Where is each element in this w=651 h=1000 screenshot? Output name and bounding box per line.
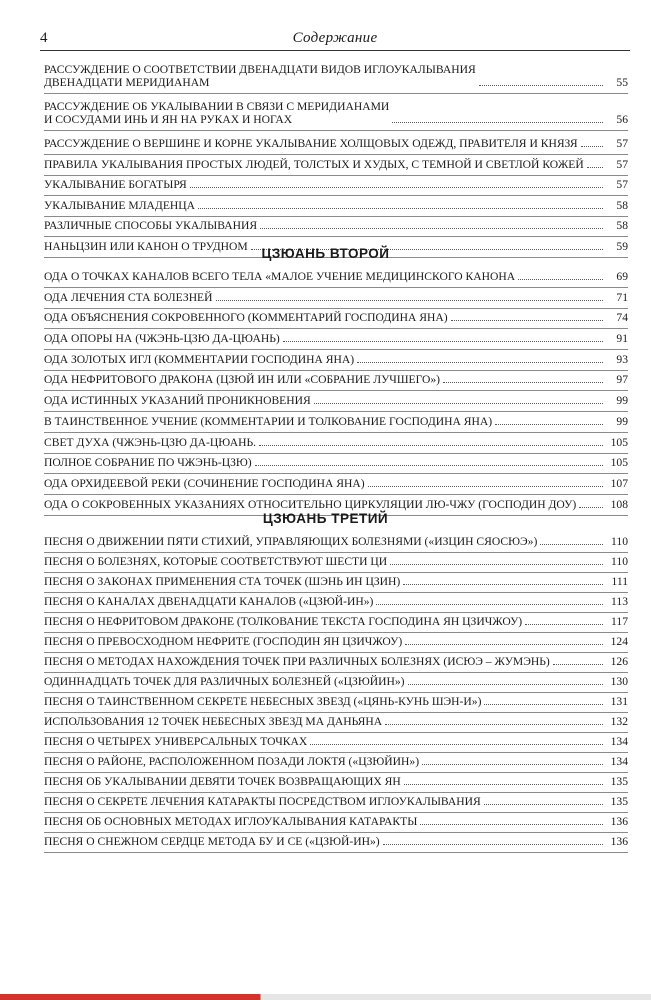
toc-entry-title-line: СВЕТ ДУХА (ЧЖЭНЬ-ЦЗЮ ДА-ЦЮАНЬ. bbox=[44, 435, 257, 449]
toc-entry[interactable] bbox=[44, 595, 628, 613]
toc-entry-title bbox=[44, 394, 311, 407]
toc-page-number: 71 bbox=[616, 290, 628, 304]
dot-leader bbox=[190, 187, 603, 188]
toc-entry-title bbox=[44, 199, 195, 212]
toc-entry-title-line: ПЕСНЯ О ПРЕВОСХОДНОМ НЕФРИТЕ (ГОСПОДИН ЯН ЦЗИЧЖОУ) bbox=[44, 635, 403, 648]
toc-entry-title bbox=[44, 575, 400, 588]
toc-page-number: 91 bbox=[616, 332, 628, 346]
toc-entry-title bbox=[44, 735, 307, 748]
toc-entry-title-line: ПЕСНЯ О ЧЕТЫРЕХ УНИВЕРСАЛЬНЫХ ТОЧКАХ bbox=[44, 735, 308, 748]
toc-entry-title-line: ОДА ОПОРЫ НА (ЧЖЭНЬ-ЦЗЮ ДА-ЦЮАНЬ) bbox=[44, 332, 280, 346]
toc-page-number: 117 bbox=[611, 615, 628, 628]
toc-page-number: 113 bbox=[611, 595, 628, 608]
toc-page-number: 57 bbox=[616, 178, 628, 191]
entry-underline bbox=[44, 390, 628, 391]
dot-leader bbox=[383, 844, 603, 845]
toc-entry-title-line: РАССУЖДЕНИЕ О СООТВЕТСТВИИ ДВЕНАДЦАТИ ВИДОВ ИГЛОУКАЛЫВАНИЯ bbox=[44, 63, 476, 76]
toc-page-number: 131 bbox=[610, 695, 628, 708]
toc-entry[interactable] bbox=[44, 137, 628, 155]
toc-entry[interactable] bbox=[44, 311, 628, 329]
dot-leader bbox=[479, 85, 603, 86]
toc-page-number: 107 bbox=[610, 476, 628, 490]
toc-entry-title bbox=[44, 535, 537, 548]
toc-page-number: 110 bbox=[611, 555, 628, 568]
toc-entry-title-line: ИСПОЛЬЗОВАНИЯ 12 ТОЧЕК НЕБЕСНЫХ ЗВЕЗД МА ДАНЬЯНА bbox=[44, 715, 383, 728]
toc-entry-title-line: ПЕСНЯ ОБ ОСНОВНЫХ МЕТОДАХ ИГЛОУКАЛЫВАНИЯ КАТАРАКТЫ bbox=[44, 815, 418, 828]
dot-leader bbox=[385, 724, 603, 725]
toc-section bbox=[44, 535, 628, 853]
dot-leader bbox=[408, 684, 603, 685]
toc-entry-title-line: РАССУЖДЕНИЕ ОБ УКАЛЫВАНИИ В СВЯЗИ С МЕРИДИАНАМИ bbox=[44, 100, 390, 113]
entry-underline bbox=[44, 473, 628, 474]
dot-leader bbox=[443, 382, 603, 383]
toc-page-number: 57 bbox=[616, 137, 628, 150]
toc-page-number: 136 bbox=[610, 835, 628, 848]
toc-entry-title-line: ПЕСНЯ ОБ УКАЛЫВАНИИ ДЕВЯТИ ТОЧЕК ВОЗВРАЩАЮЩИХ ЯН bbox=[44, 775, 401, 788]
toc-entry-title-line: НАНЬЦЗИН ИЛИ КАНОН О ТРУДНОМ bbox=[44, 239, 248, 253]
dot-leader bbox=[553, 664, 603, 665]
toc-entry[interactable] bbox=[44, 615, 628, 633]
toc-page-number: 59 bbox=[616, 239, 628, 253]
dot-leader bbox=[495, 424, 603, 425]
dot-leader bbox=[451, 320, 603, 321]
toc-entry-title-line: ОДА НЕФРИТОВОГО ДРАКОНА (ЦЗЮЙ ИН ИЛИ «СОБРАНИЕ ЛУЧШЕГО») bbox=[44, 373, 441, 387]
toc-entry-title bbox=[44, 332, 280, 345]
dot-leader bbox=[368, 486, 603, 487]
toc-entry[interactable] bbox=[44, 436, 628, 454]
dot-leader bbox=[405, 644, 603, 645]
toc-entry-title-line: ПРАВИЛА УКАЛЫВАНИЯ ПРОСТЫХ ЛЮДЕЙ, ТОЛСТЫХ И ХУДЫХ, С ТЕМНОЙ И СВЕТЛОЙ КОЖЕЙ bbox=[44, 157, 584, 171]
dot-leader bbox=[216, 300, 603, 301]
toc-page-number: 97 bbox=[616, 373, 628, 387]
dot-leader bbox=[581, 146, 603, 147]
toc-entry-title bbox=[44, 477, 365, 490]
toc-entry-title-line: ПЕСНЯ О СНЕЖНОМ СЕРДЦЕ МЕТОДА БУ И СЕ («ЦЗЮЙ-ИН») bbox=[44, 835, 380, 848]
toc-entry-title bbox=[44, 291, 213, 304]
toc-entry-title bbox=[44, 270, 515, 283]
toc-entry[interactable] bbox=[44, 394, 628, 412]
toc-entry-title bbox=[44, 63, 476, 89]
toc-page-number: 135 bbox=[610, 795, 628, 808]
entry-underline bbox=[44, 216, 628, 217]
toc-entry-title-line: ОДА ОБЪЯСНЕНИЯ СОКРОВЕННОГО (КОММЕНТАРИЙ ГОСПОДИНА ЯНА) bbox=[44, 311, 448, 325]
toc-page-number: 126 bbox=[610, 655, 628, 668]
toc-entry-title bbox=[44, 353, 354, 366]
toc-entry-title-line: ПЕСНЯ О ЗАКОНАХ ПРИМЕНЕНИЯ СТА ТОЧЕК (ШЭНЬ ИН ЦЗИН) bbox=[44, 575, 401, 588]
entry-underline bbox=[44, 453, 628, 454]
toc-page-number: 124 bbox=[610, 635, 628, 648]
entry-underline bbox=[44, 792, 628, 793]
entry-underline bbox=[44, 712, 628, 713]
dot-leader bbox=[420, 824, 603, 825]
entry-underline bbox=[44, 552, 628, 553]
toc-entry[interactable] bbox=[44, 100, 628, 131]
toc-entry-title-line: ПОЛНОЕ СОБРАНИЕ ПО ЧЖЭНЬ-ЦЗЮ) bbox=[44, 456, 252, 470]
toc-entry-title bbox=[44, 456, 252, 469]
entry-underline bbox=[44, 832, 628, 833]
toc-entry[interactable] bbox=[44, 555, 628, 573]
toc-entry-title bbox=[44, 655, 550, 668]
toc-page-number: 99 bbox=[616, 414, 628, 428]
toc-entry-title-line: УКАЛЫВАНИЕ БОГАТЫРЯ bbox=[44, 178, 187, 191]
toc-entry-title-line: РАССУЖДЕНИЕ О ВЕРШИНЕ И КОРНЕ УКАЛЫВАНИЕ ХОЛЩОВЫХ ОДЕЖД, ПРАВИТЕЛЯ И КНЯЗЯ bbox=[44, 137, 578, 150]
entry-underline bbox=[44, 236, 628, 237]
toc-entry-title bbox=[44, 595, 373, 608]
toc-entry[interactable] bbox=[44, 332, 628, 350]
toc-entry-title bbox=[44, 100, 389, 126]
toc-entry-title-line: ОДА О СОКРОВЕННЫХ УКАЗАНИЯХ ОТНОСИТЕЛЬНО ЦИРКУЛЯЦИИ ЛЮ-ЧЖУ (ГОСПОДИН ДОУ) bbox=[44, 497, 577, 511]
toc-entry[interactable] bbox=[44, 835, 628, 853]
toc-entry-title bbox=[44, 615, 522, 628]
entry-underline bbox=[44, 592, 628, 593]
entry-underline bbox=[44, 852, 628, 853]
toc-entry[interactable] bbox=[44, 353, 628, 371]
toc-page-number: 134 bbox=[610, 755, 628, 768]
toc-page-number: 57 bbox=[616, 157, 628, 171]
dot-leader bbox=[422, 764, 603, 765]
toc-page-number: 130 bbox=[610, 675, 628, 688]
toc-entry-title bbox=[44, 311, 448, 324]
toc-entry[interactable] bbox=[44, 373, 628, 391]
entry-underline bbox=[44, 812, 628, 813]
page-number: 4 bbox=[40, 30, 48, 46]
toc-entry-title bbox=[44, 178, 187, 191]
toc-section bbox=[44, 270, 628, 516]
toc-entry-title-line: РАЗЛИЧНЫЕ СПОСОБЫ УКАЛЫВАНИЯ bbox=[44, 219, 258, 232]
toc-entry[interactable] bbox=[44, 575, 628, 593]
entry-underline bbox=[44, 370, 628, 371]
toc-section bbox=[44, 63, 628, 258]
entry-underline bbox=[44, 175, 628, 176]
dot-leader bbox=[314, 403, 603, 404]
section-heading: ЦЗЮАНЬ ВТОРОЙ bbox=[261, 246, 390, 261]
dot-leader bbox=[255, 465, 603, 466]
toc-page-number: 135 bbox=[610, 775, 628, 788]
toc-page-number: 56 bbox=[616, 113, 628, 126]
dot-leader bbox=[283, 341, 603, 342]
toc-page-number: 111 bbox=[611, 575, 628, 588]
dot-leader bbox=[310, 744, 603, 745]
toc-entry[interactable] bbox=[44, 635, 628, 653]
toc-entry-title bbox=[44, 219, 257, 232]
toc-entry-title bbox=[44, 695, 481, 708]
toc-entry[interactable] bbox=[44, 795, 628, 813]
entry-underline bbox=[44, 612, 628, 613]
toc-entry-title-line: ОДА ЛЕЧЕНИЯ СТА БОЛЕЗНЕЙ bbox=[44, 290, 213, 304]
toc-entry-title bbox=[44, 373, 440, 386]
dot-leader bbox=[403, 584, 603, 585]
dot-leader bbox=[260, 228, 603, 229]
entry-underline bbox=[44, 494, 628, 495]
entry-underline bbox=[44, 154, 628, 155]
toc-entry-title-line: ОДА ЗОЛОТЫХ ИГЛ (КОММЕНТАРИИ ГОСПОДИНА ЯНА) bbox=[44, 352, 355, 366]
entry-underline bbox=[44, 772, 628, 773]
toc-entry-title bbox=[44, 795, 481, 808]
toc-page-number: 136 bbox=[610, 815, 628, 828]
page-header bbox=[40, 28, 630, 51]
toc-entry-title-line: В ТАИНСТВЕННОЕ УЧЕНИЕ (КОММЕНТАРИИ И ТОЛКОВАНИЕ ГОСПОДИНА ЯНА) bbox=[44, 414, 493, 428]
entry-underline bbox=[44, 308, 628, 309]
entry-underline bbox=[44, 572, 628, 573]
toc-page-number: 110 bbox=[611, 535, 628, 548]
entry-underline bbox=[44, 732, 628, 733]
toc-page-number: 58 bbox=[616, 219, 628, 232]
dot-leader bbox=[587, 167, 603, 168]
dot-leader bbox=[540, 544, 603, 545]
toc-entry-title bbox=[44, 835, 380, 848]
toc-entry[interactable] bbox=[44, 695, 628, 713]
toc-entry-title-line: ОДА ОРХИДЕЕВОЙ РЕКИ (СОЧИНЕНИЕ ГОСПОДИНА ЯНА) bbox=[44, 476, 365, 490]
dot-leader bbox=[525, 624, 603, 625]
entry-underline bbox=[44, 432, 628, 433]
toc-page-number: 55 bbox=[616, 76, 628, 89]
toc-entry-title-line: ПЕСНЯ О НЕФРИТОВОМ ДРАКОНЕ (ТОЛКОВАНИЕ ТЕКСТА ГОСПОДИНА ЯН ЦЗИЧЖОУ) bbox=[44, 615, 523, 628]
dot-leader bbox=[392, 122, 603, 123]
toc-entry[interactable] bbox=[44, 219, 628, 237]
dot-leader bbox=[484, 804, 603, 805]
toc-entry-title-line: ПЕСНЯ О МЕТОДАХ НАХОЖДЕНИЯ ТОЧЕК ПРИ РАЗЛИЧНЫХ БОЛЕЗНЯХ (ИСЮЭ – ЖУМЭНЬ) bbox=[44, 655, 550, 668]
toc-page-number: 105 bbox=[610, 456, 628, 470]
toc-page-number: 132 bbox=[610, 715, 628, 728]
toc-page-number: 93 bbox=[616, 352, 628, 366]
toc-entry-title bbox=[44, 555, 387, 568]
entry-underline bbox=[44, 328, 628, 329]
entry-underline bbox=[44, 93, 628, 94]
toc-entry-title bbox=[44, 137, 578, 150]
toc-entry-title bbox=[44, 775, 401, 788]
toc-entry[interactable] bbox=[44, 291, 628, 309]
toc-entry[interactable] bbox=[44, 178, 628, 196]
entry-underline bbox=[44, 752, 628, 753]
dot-leader bbox=[484, 704, 603, 705]
toc-entry-title bbox=[44, 815, 417, 828]
toc-entry[interactable] bbox=[44, 655, 628, 673]
entry-underline bbox=[44, 287, 628, 288]
toc-entry-title bbox=[44, 498, 576, 511]
toc-page-number: 69 bbox=[616, 270, 628, 283]
dot-leader bbox=[376, 604, 603, 605]
toc-page-number: 74 bbox=[616, 311, 628, 325]
toc-entry[interactable] bbox=[44, 415, 628, 433]
toc-entry-title-line: УКАЛЫВАНИЕ МЛАДЕНЦА bbox=[44, 198, 196, 212]
toc-entry[interactable] bbox=[44, 535, 628, 553]
entry-underline bbox=[44, 195, 628, 196]
entry-underline bbox=[44, 632, 628, 633]
section-heading: ЦЗЮАНЬ ТРЕТИЙ bbox=[262, 511, 389, 526]
toc-entry-title-line: ПЕСНЯ О РАЙОНЕ, РАСПОЛОЖЕННОМ ПОЗАДИ ЛОКТЯ («ЦЗЮЙИН») bbox=[44, 755, 420, 768]
dot-leader bbox=[198, 208, 603, 209]
dot-leader bbox=[404, 784, 603, 785]
toc-entry[interactable] bbox=[44, 199, 628, 217]
toc-entry[interactable] bbox=[44, 775, 628, 793]
toc-page-number: 108 bbox=[610, 497, 628, 511]
running-head: Содержание bbox=[292, 30, 378, 46]
dot-leader bbox=[579, 507, 603, 508]
toc-entry-title bbox=[44, 715, 382, 728]
toc-entry-title bbox=[44, 675, 405, 688]
toc-page-number: 105 bbox=[610, 435, 628, 449]
entry-underline bbox=[44, 411, 628, 412]
toc-entry-title-line: ОДА ИСТИННЫХ УКАЗАНИЙ ПРОНИКНОВЕНИЯ bbox=[44, 394, 311, 408]
toc-page-number: 134 bbox=[610, 735, 628, 748]
toc-entry-title bbox=[44, 415, 492, 428]
toc-entry[interactable] bbox=[44, 715, 628, 733]
toc-entry[interactable] bbox=[44, 158, 628, 176]
toc-entry[interactable] bbox=[44, 477, 628, 495]
dot-leader bbox=[390, 564, 603, 565]
toc-entry-title-line: ОДИННАДЦАТЬ ТОЧЕК ДЛЯ РАЗЛИЧНЫХ БОЛЕЗНЕЙ («ЦЗЮЙИН») bbox=[44, 675, 405, 688]
toc-entry-title-line: ОДА О ТОЧКАХ КАНАЛОВ ВСЕГО ТЕЛА «МАЛОЕ УЧЕНИЕ МЕДИЦИНСКОГО КАНОНА bbox=[44, 270, 516, 283]
toc-entry[interactable] bbox=[44, 270, 628, 288]
toc-entry-title-line: И СОСУДАМИ ИНЬ И ЯН НА РУКАХ И НОГАХ bbox=[44, 113, 293, 126]
toc-entry[interactable] bbox=[44, 755, 628, 773]
toc-entry-title bbox=[44, 635, 402, 648]
toc-entry-title bbox=[44, 436, 256, 449]
bottom-edge-bar bbox=[0, 994, 651, 1000]
toc-entry[interactable] bbox=[44, 63, 628, 94]
toc-entry-title bbox=[44, 755, 419, 768]
toc-page-number: 99 bbox=[616, 394, 628, 408]
toc-entry-title-line: ПЕСНЯ О КАНАЛАХ ДВЕНАДЦАТИ КАНАЛОВ («ЦЗЮЙ-ИН») bbox=[44, 595, 374, 608]
dot-leader bbox=[357, 362, 603, 363]
entry-underline bbox=[44, 652, 628, 653]
toc-entry-title-line: ПЕСНЯ О БОЛЕЗНЯХ, КОТОРЫЕ СООТВЕТСТВУЮТ ШЕСТИ ЦИ bbox=[44, 555, 388, 568]
toc-entry[interactable] bbox=[44, 735, 628, 753]
toc-entry[interactable] bbox=[44, 675, 628, 693]
toc-entry-title-line: ДВЕНАДЦАТИ МЕРИДИАНАМ bbox=[44, 76, 210, 89]
toc-page-number: 58 bbox=[616, 198, 628, 212]
toc-entry[interactable] bbox=[44, 815, 628, 833]
toc-entry-title-line: ПЕСНЯ О ДВИЖЕНИИ ПЯТИ СТИХИЙ, УПРАВЛЯЮЩИХ БОЛЕЗНЯМИ («ИЗЦИН СЯОСЮЭ») bbox=[44, 535, 538, 548]
entry-underline bbox=[44, 349, 628, 350]
entry-underline bbox=[44, 672, 628, 673]
dot-leader bbox=[259, 445, 603, 446]
entry-underline bbox=[44, 692, 628, 693]
dot-leader bbox=[518, 279, 603, 280]
toc-entry-title bbox=[44, 158, 584, 171]
entry-underline bbox=[44, 130, 628, 131]
toc-entry-title-line: ПЕСНЯ О ТАИНСТВЕННОМ СЕКРЕТЕ НЕБЕСНЫХ ЗВЕЗД («ЦЯНЬ-КУНЬ ШЭН-И») bbox=[44, 695, 482, 708]
toc-entry-title-line: ПЕСНЯ О СЕКРЕТЕ ЛЕЧЕНИЯ КАТАРАКТЫ ПОСРЕДСТВОМ ИГЛОУКАЛЫВАНИЯ bbox=[44, 795, 481, 808]
toc-entry[interactable] bbox=[44, 456, 628, 474]
